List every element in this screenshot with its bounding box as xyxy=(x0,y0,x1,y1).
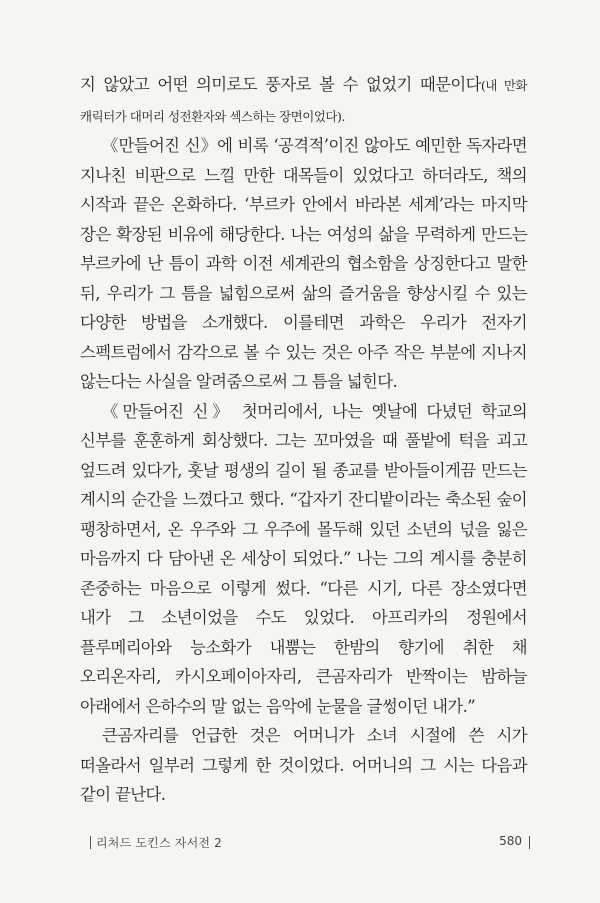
running-footer xyxy=(90,833,530,853)
paragraph: 《만들어진 신》 첫머리에서, 나는 옛날에 다녔던 학교의 신부를 훈훈하게 회상했다. 그는 꼬마였을 때 풀밭에 턱을 괴고 엎드려 있다가, 훗날 평생의 길이 될 종교를 받아들이게끔 만드는 계시의 순간을 느꼈다고 했다. “갑자기 잔디밭이라는 축소된 숲이 팽창하면서, 온 우주와 그 우주에 몰두해 있던 소년의 넋을 잃은 마음까지 다 담아낸 온 세상이 되었다.” 나는 그의 계시를 충분히 존중하는 마음으로 이렇게 썼다. “다른 시기, 다른 장소였다면 내가 그 소년이었을 수도 있었다. 아프리카의 정원에서 플루메리아와 능소화가 내뿜는 한밤의 향기에 취한 채 오리온자리, 카시오페이아자리, 큰곰자리가 반짝이는 밤하늘 아래에서 은하수의 말 없는 음악에 눈물을 글썽이던 내가.” xyxy=(80,401,527,716)
paragraph-continuation xyxy=(80,70,527,131)
page-number: 580 xyxy=(499,834,522,848)
parenthetical-note: (내 만화 캐릭터가 대머리 성전환자와 섹스하는 장면이었다). xyxy=(80,78,528,124)
footer-divider-left xyxy=(90,836,91,849)
body-text xyxy=(80,70,527,810)
footer-divider-right xyxy=(529,836,530,849)
paragraph: 《만들어진 신》에 비록 ‘공격적’이진 않아도 예민한 독자라면 지나친 비판으로 느낄 만한 대목들이 있었다고 하더라도, 책의 시작과 끝은 온화하다. ‘부르카 안에서 바라본 세계’라는 마지막 장은 확장된 비유에 해당한다. 나는 여성의 삶을 무력하게 만드는 부르카에 난 틈이 과학 이전 세계관의 협소함을 상징한다고 말한 뒤, 우리가 그 틈을 넓힘으로써 삶의 즐거움을 향상시킬 수 있는 다양한 방법을 소개했다. 이를테면 과학은 우리가 전자기 스펙트럼에서 감각으로 볼 수 있는 것은 아주 작은 부분에 지나지 않는다는 사실을 알려줌으로써 그 틈을 넓힌다. xyxy=(80,136,527,391)
paragraph: 큰곰자리를 언급한 것은 어머니가 소녀 시절에 쓴 시가 떠올라서 일부러 그렇게 한 것이었다. 어머니의 그 시는 다음과 같이 끝난다. xyxy=(80,726,527,804)
footer-book-title: 리처드 도킨스 자서전 2 xyxy=(96,836,223,850)
paragraph-text: 지 않았고 어떤 의미로도 풍자로 볼 수 없었기 때문이다 xyxy=(80,75,481,94)
